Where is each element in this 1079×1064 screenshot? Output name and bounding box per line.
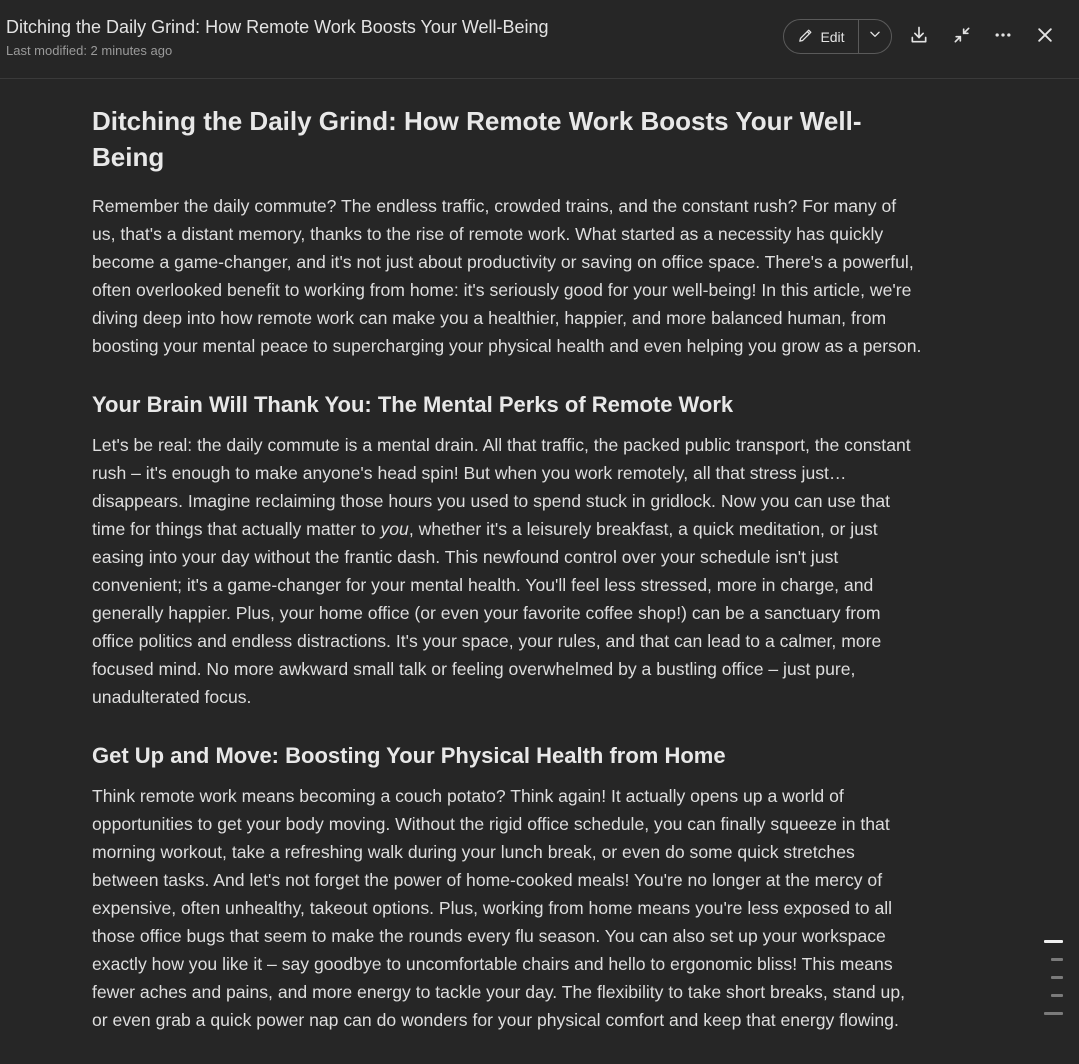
edit-dropdown-button[interactable] (859, 20, 891, 53)
edit-button-group (783, 19, 892, 54)
section-paragraph-mental (92, 431, 922, 712)
download-button[interactable] (905, 23, 933, 51)
edit-label: Edit (820, 28, 845, 45)
minimap-line[interactable] (1051, 994, 1063, 997)
download-icon (909, 25, 929, 50)
close-button[interactable] (1031, 23, 1059, 51)
more-options-button[interactable] (989, 23, 1017, 51)
text-segment: Let's be real: the daily commute is a mental drain. All that traffic, the packed public transport, the constant rush – it's enough to make anyone's head spin! But when you work remotely, all that stress just… disappears. Imagine reclaiming those hours you used to spend stuck in gridlock. Now you can use that time for things that actually matter to (92, 434, 911, 539)
section-paragraph-physical: Think remote work means becoming a couch potato? Think again! It actually opens up a world of opportunities to get your body moving. Without the rigid office schedule, you can finally squeeze in that morning workout, take a refreshing walk during your lunch break, or even do some quick stretches between tasks. And let's not forget the power of home-cooked meals! You're no longer at the mercy of expensive, often unhealthy, takeout options. Plus, working from home means you're less exposed to all those office bugs that seem to make the rounds every flu season. You can also set up your workspace exactly how you like it – say goodbye to uncomfortable chairs and hello to ergonomic bliss! This means fewer aches and pains, and more energy to tackle your day. The flexibility to take short breaks, stand up, or even grab a quick power nap can do wonders for your physical comfort and keep that energy flowing. (92, 785, 906, 1031)
text-segment: , whether it's a leisurely breakfast, a quick meditation, or just easing into your day without the frantic dash. This newfound control over your schedule isn't just convenient; it's a game-changer for your mental health. You'll feel less stressed, more in charge, and generally happier. Plus, your home office (or even your favorite coffee shop!) can be a sanctuary from office politics and endless distractions. It's your space, your rules, and that can lead to a calmer, more focused mind. No more awkward small talk or feeling overwhelmed by a bustling office – just pure, unadulterated focus. (92, 518, 882, 708)
article-title: Ditching the Daily Grind: How Remote Work Boosts Your Well-Being (92, 106, 862, 172)
section-heading-physical: Get Up and Move: Boosting Your Physical Health from Home (92, 742, 726, 768)
minimize-button[interactable] (948, 23, 976, 51)
top-bar (0, 0, 1079, 79)
document-title: Ditching the Daily Grind: How Remote Work Boosts Your Well-Being (6, 17, 549, 37)
pencil-icon (797, 27, 814, 47)
minimize-icon (952, 25, 972, 50)
minimap-line-active[interactable] (1044, 940, 1063, 943)
last-modified-label: Last modified: 2 minutes ago (6, 43, 173, 58)
chevron-down-icon (868, 27, 882, 46)
close-icon (1035, 25, 1055, 50)
section-heading-mental: Your Brain Will Thank You: The Mental Perks of Remote Work (92, 391, 734, 417)
minimap-line[interactable] (1051, 958, 1063, 961)
minimap-line[interactable] (1051, 976, 1063, 979)
section-minimap[interactable] (1043, 940, 1063, 1030)
more-icon (993, 25, 1013, 50)
article-content (92, 103, 922, 1063)
emphasis-text: you (380, 518, 409, 539)
edit-button[interactable] (784, 20, 859, 53)
intro-paragraph: Remember the daily commute? The endless traffic, crowded trains, and the constant rush? For many of us, that's a distant memory, thanks to the rise of remote work. What started as a necessity has quickly become a game-changer, and it's not just about productivity or saving on office space. There's a powerful, often overlooked benefit to working from home: it's seriously good for your well-being! In this article, we're diving deep into how remote work can make you a healthier, happier, and more balanced human, from boosting your mental peace to supercharging your physical health and even helping you grow as a person. (92, 196, 922, 357)
minimap-line[interactable] (1044, 1012, 1063, 1015)
